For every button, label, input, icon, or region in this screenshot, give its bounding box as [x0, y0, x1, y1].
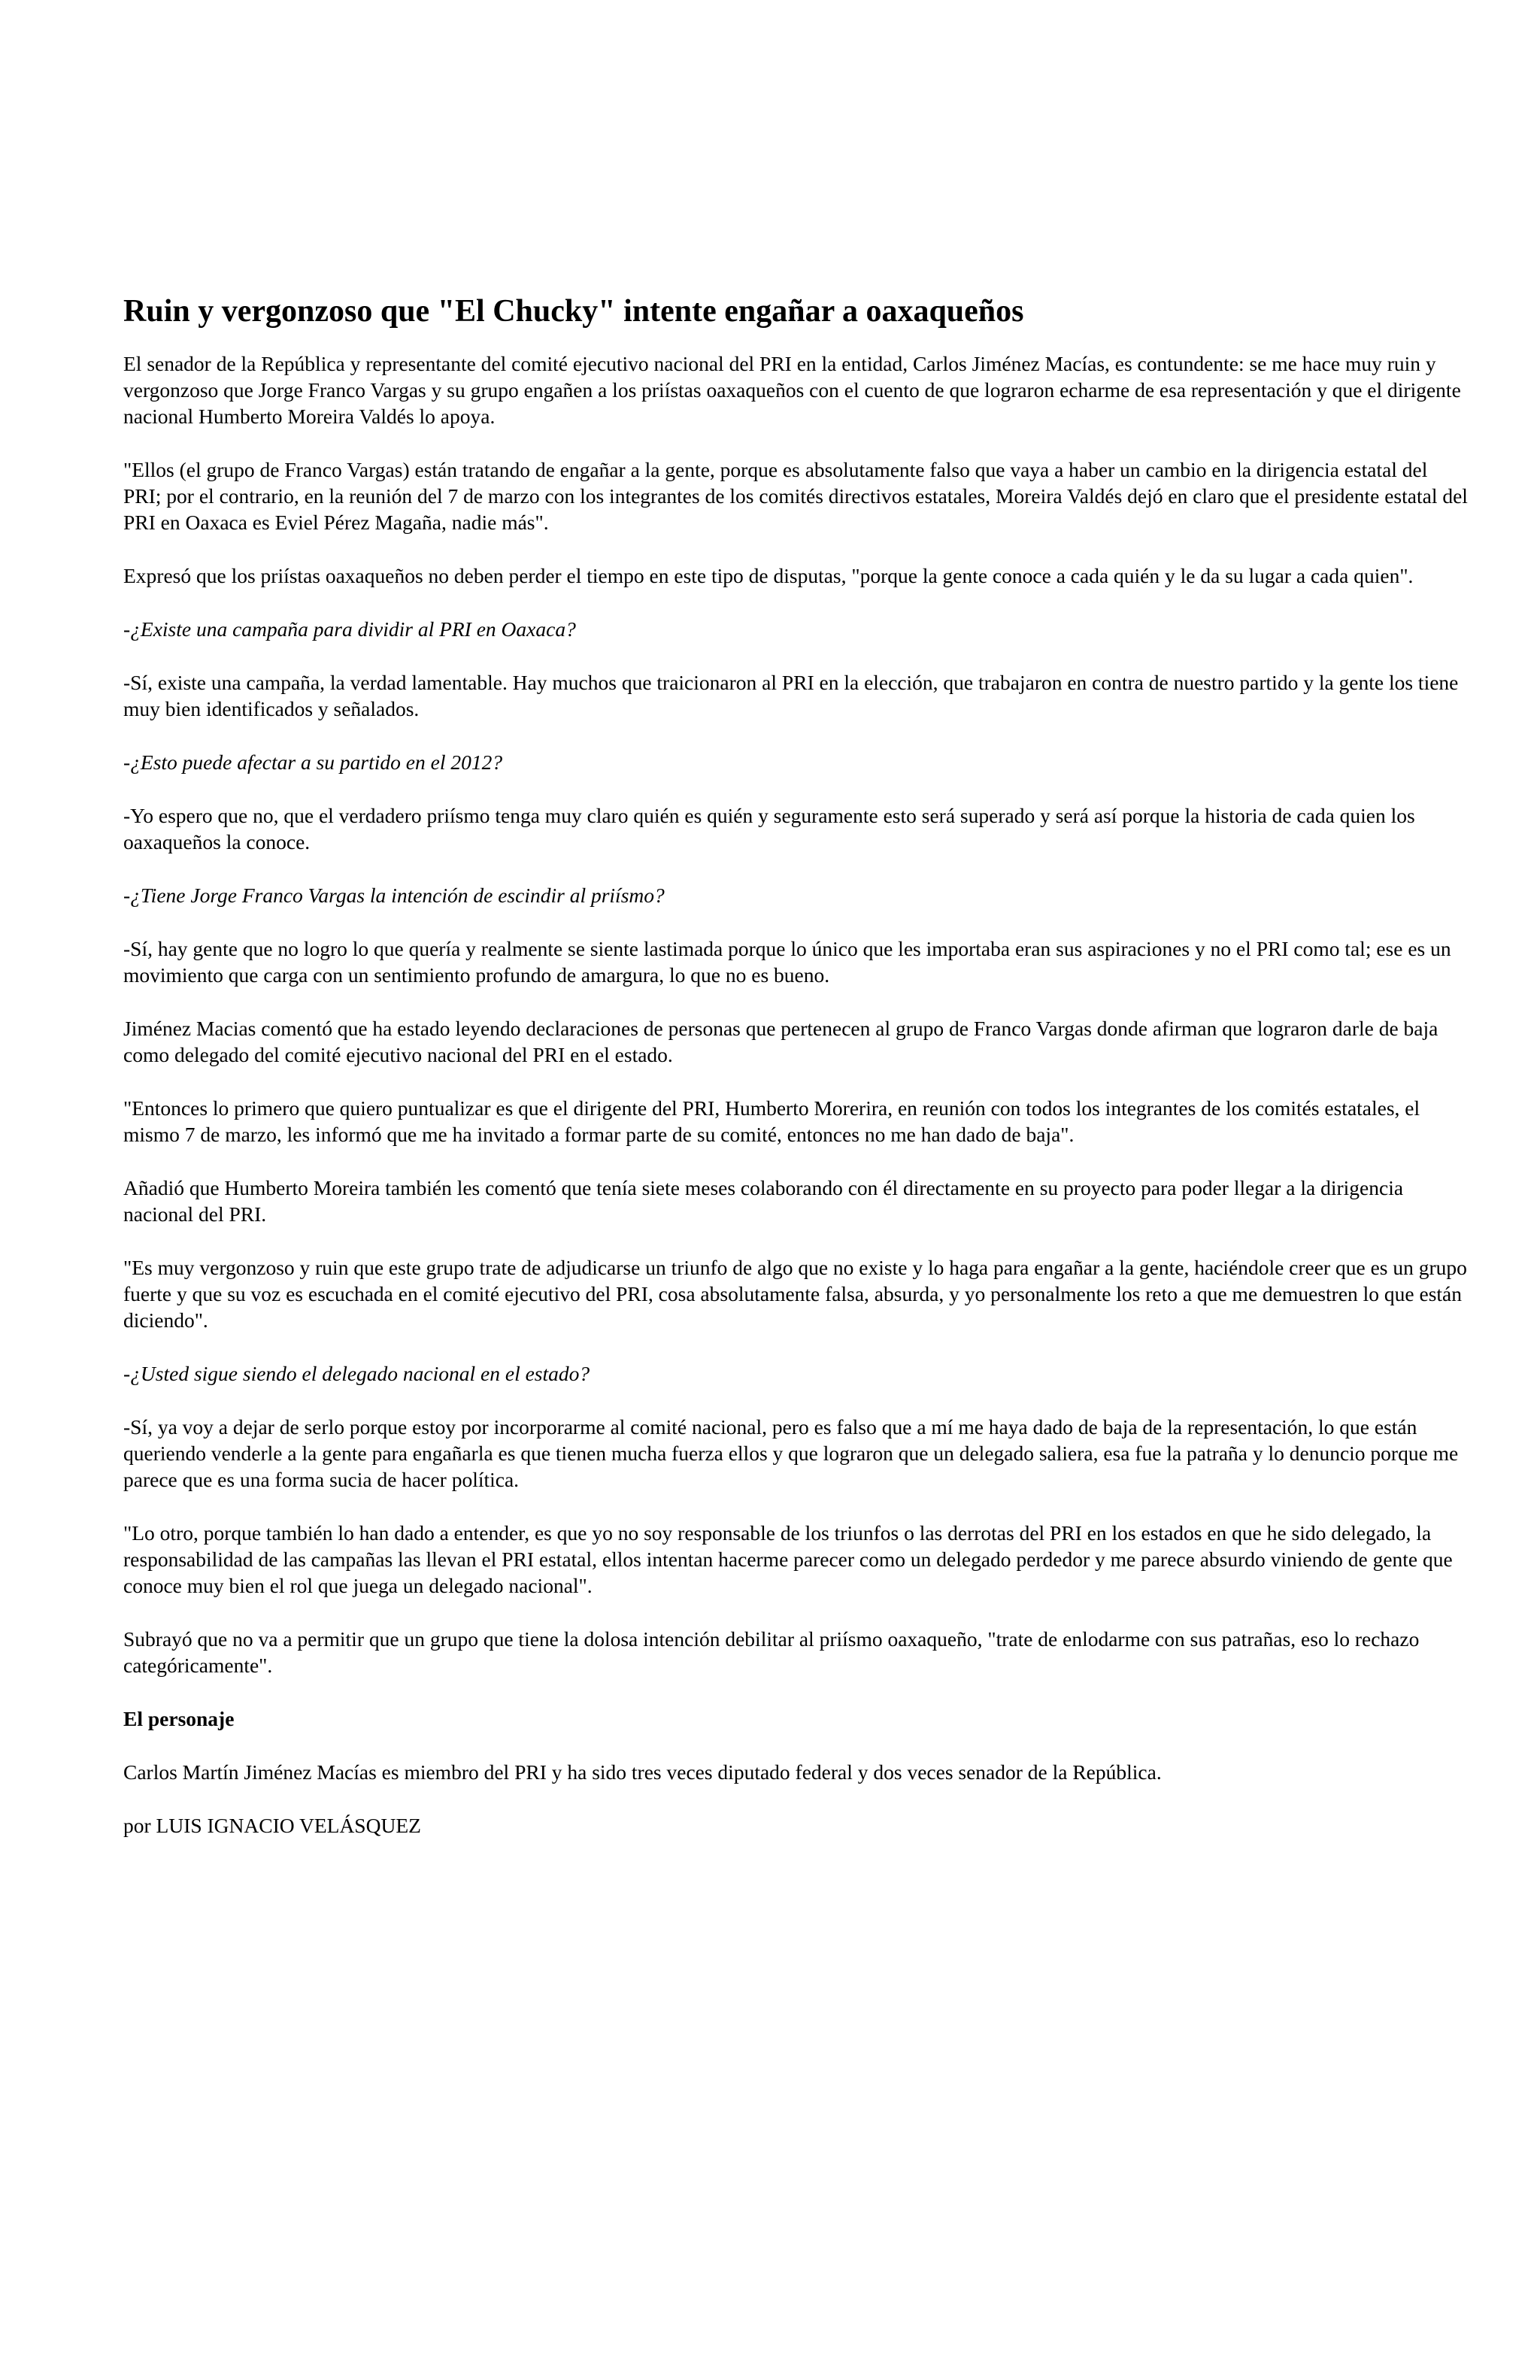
section-heading: El personaje	[123, 1707, 235, 1730]
article	[123, 292, 1469, 1866]
article-title: Ruin y vergonzoso que "El Chucky" intente engañar a oaxaqueños	[123, 294, 1024, 329]
paragraph-quote-franco-vargas: "Ellos (el grupo de Franco Vargas) están tratando de engañar a la gente, porque es absolutamente falso que vaya a haber un cambio en la dirigencia estatal del PRI; por el contrario, en la reunión del 7 de marzo con los integrantes de los comités directivos estatales, Moreira Valdés dejó en claro que el presidente estatal del PRI en Oaxaca es Eviel Pérez Magaña, nadie más".	[123, 458, 1468, 534]
interview-answer: -Sí, ya voy a dejar de serlo porque estoy por incorporarme al comité nacional, pero es falso que a mí me haya dado de baja de la representación, lo que están queriendo venderle a la gente para engañarla es que tienen mucha fuerza ellos y que lograron que un delegado saliera, esa fue la patraña y lo denuncio porque me parece que es una forma sucia de hacer política.	[123, 1415, 1459, 1491]
interview-answer: -Yo espero que no, que el verdadero priísmo tenga muy claro quién es quién y seguramente esto será superado y será así porque la historia de cada quien los oaxaqueños la conoce.	[123, 804, 1415, 853]
paragraph-body: Jiménez Macias comentó que ha estado leyendo declaraciones de personas que pertenecen al grupo de Franco Vargas donde afirman que lograron darle de baja como delegado del comité ejecutivo nacional del PRI en el estado.	[123, 1017, 1438, 1066]
interview-answer: -Sí, existe una campaña, la verdad lamentable. Hay muchos que traicionaron al PRI en la elección, que trabajaron en contra de nuestro partido y la gente los tiene muy bien identificados y señalados.	[123, 671, 1459, 720]
paragraph-body: "Lo otro, porque también lo han dado a entender, es que yo no soy responsable de los triunfos o las derrotas del PRI en los estados en que he sido delegado, la responsabilidad de las campañas las llevan el PRI estatal, ellos intentan hacerme parecer como un delegado perdedor y me parece absurdo viniendo de gente que conoce muy bien el rol que juega un delegado nacional".	[123, 1521, 1453, 1597]
byline: por LUIS IGNACIO VELÁSQUEZ	[123, 1814, 421, 1837]
interview-question: -¿Esto puede afectar a su partido en el 2012?	[123, 750, 503, 774]
paragraph-body: Subrayó que no va a permitir que un grupo que tiene la dolosa intención debilitar al priísmo oaxaqueño, "trate de enlodarme con sus patrañas, eso lo rechazo categóricamente".	[123, 1627, 1420, 1677]
paragraph-expreso: Expresó que los priístas oaxaqueños no deben perder el tiempo en este tipo de disputas, "porque la gente conoce a cada quién y le da su lugar a cada quien".	[123, 564, 1414, 587]
interview-question: -¿Existe una campaña para dividir al PRI en Oaxaca?	[123, 617, 576, 641]
paragraph-body: "Entonces lo primero que quiero puntualizar es que el dirigente del PRI, Humberto Morerira, en reunión con todos los integrantes de los comités estatales, el mismo 7 de marzo, les informó que me ha invitado a formar parte de su comité, entonces no me han dado de baja".	[123, 1096, 1420, 1146]
interview-question: -¿Usted sigue siendo el delegado nacional en el estado?	[123, 1362, 590, 1385]
paragraph-body: "Es muy vergonzoso y ruin que este grupo trate de adjudicarse un triunfo de algo que no existe y lo haga para engañar a la gente, haciéndole creer que es un grupo fuerte y que su voz es escuchada en el comité ejecutivo del PRI, cosa absolutamente falsa, absurda, y yo personalmente los reto a que me demuestren lo que están diciendo".	[123, 1256, 1467, 1332]
paragraph-body: Añadió que Humberto Moreira también les comentó que tenía siete meses colaborando con él directamente en su proyecto para poder llegar a la dirigencia nacional del PRI.	[123, 1176, 1404, 1226]
profile-paragraph: Carlos Martín Jiménez Macías es miembro del PRI y ha sido tres veces diputado federal y dos veces senador de la República.	[123, 1760, 1162, 1784]
interview-question: -¿Tiene Jorge Franco Vargas la intención de escindir al priísmo?	[123, 884, 665, 907]
paragraph-intro: El senador de la República y representante del comité ejecutivo nacional del PRI en la entidad, Carlos Jiménez Macías, es contundente: se me hace muy ruin y vergonzoso que Jorge Franco Vargas y su grupo engañen a los priístas oaxaqueños con el cuento de que lograron echarme de esa representación y que el dirigente nacional Humberto Moreira Valdés lo apoya.	[123, 352, 1461, 428]
interview-answer: -Sí, hay gente que no logro lo que quería y realmente se siente lastimada porque lo único que les importaba eran sus aspiraciones y no el PRI como tal; ese es un movimiento que carga con un sentimiento profundo de amargura, lo que no es bueno.	[123, 937, 1451, 987]
